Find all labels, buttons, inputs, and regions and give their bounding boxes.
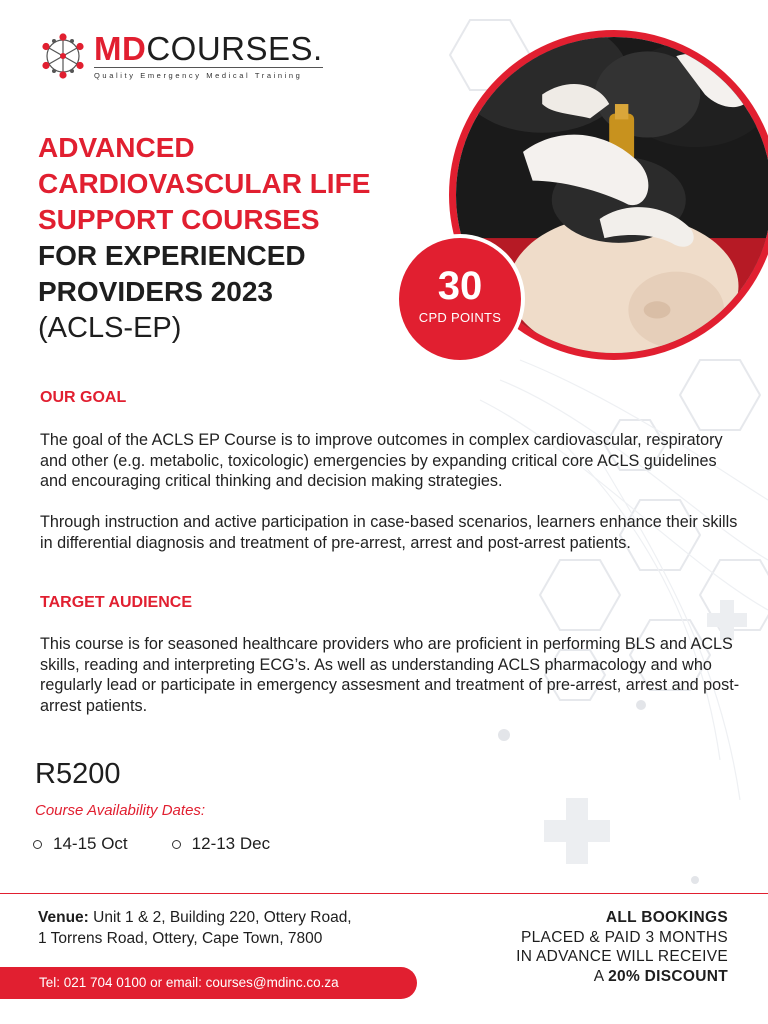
- brand-name-md: MD: [94, 30, 147, 67]
- discount-notice: [516, 908, 728, 986]
- date-item: [172, 834, 270, 854]
- title-line-3: SUPPORT COURSES: [38, 204, 320, 235]
- venue-block: [38, 907, 418, 949]
- date-item: [33, 834, 128, 854]
- brand-logo: [38, 31, 323, 81]
- molecule-logo-icon: [38, 31, 88, 81]
- venue-line-2: 1 Torrens Road, Ottery, Cape Town, 7800: [38, 930, 323, 947]
- discount-line-4-prefix: A: [593, 967, 604, 985]
- bullet-circle-icon: [33, 840, 42, 849]
- discount-line-2: PLACED & PAID 3 MONTHS: [521, 928, 728, 946]
- cpd-label: CPD POINTS: [418, 310, 502, 325]
- availability-label: Course Availability Dates:: [35, 802, 206, 819]
- brand-tagline: Quality Emergency Medical Training: [94, 67, 323, 80]
- footer-divider: [0, 893, 768, 894]
- date-text: 12-13 Dec: [191, 834, 271, 853]
- title-line-1: ADVANCED: [38, 132, 195, 163]
- goal-paragraph-1: The goal of the ACLS EP Course is to improve outcomes in complex cardiovascular, respiratory and other (e.g. metabolic, toxicologic) emergencies by expanding critical core ACLS guidelines and encouraging critical thinking and decision making strategies.: [40, 431, 723, 491]
- goal-heading: OUR GOAL: [40, 389, 127, 406]
- cpd-number: 30: [437, 264, 483, 308]
- discount-line-3: IN ADVANCE WILL RECEIVE: [516, 948, 728, 965]
- title-line-2: CARDIOVASCULAR LIFE: [38, 168, 371, 199]
- goal-paragraph-2: Through instruction and active participation in case-based scenarios, learners enhance their skills in differential diagnosis and treatment of pre-arrest, arrest and post-arrest patients.: [40, 513, 738, 552]
- contact-bar[interactable]: Tel: 021 704 0100 or email: courses@mdinc.co.za: [0, 967, 417, 999]
- title-abbreviation: (ACLS-EP): [38, 312, 182, 344]
- title-line-4: FOR EXPERIENCED: [38, 240, 306, 271]
- cpd-points-badge: [395, 234, 525, 364]
- venue-line-1: Unit 1 & 2, Building 220, Ottery Road,: [93, 909, 352, 926]
- availability-dates: [33, 834, 314, 854]
- audience-paragraph: This course is for seasoned healthcare providers who are proficient in performing BLS and ACLS skills, reading and interpreting ECG’s. As well as understanding ACLS pharmacology and who regularly lead or participate in emergency assesment and treatment of pre-arrest, arrest and post-arrest patients.: [40, 635, 740, 715]
- venue-label: Venue:: [38, 909, 89, 926]
- date-text: 14-15 Oct: [53, 834, 128, 853]
- audience-heading: TARGET AUDIENCE: [40, 594, 192, 611]
- discount-line-1: ALL BOOKINGS: [605, 909, 728, 926]
- brand-name: [94, 32, 323, 66]
- course-price: R5200: [35, 758, 121, 790]
- title-line-5: PROVIDERS 2023: [38, 276, 273, 307]
- brand-name-courses: COURSES.: [146, 30, 323, 67]
- course-title: [38, 130, 438, 346]
- bullet-circle-icon: [172, 840, 181, 849]
- discount-line-4-bold: 20% DISCOUNT: [608, 967, 728, 985]
